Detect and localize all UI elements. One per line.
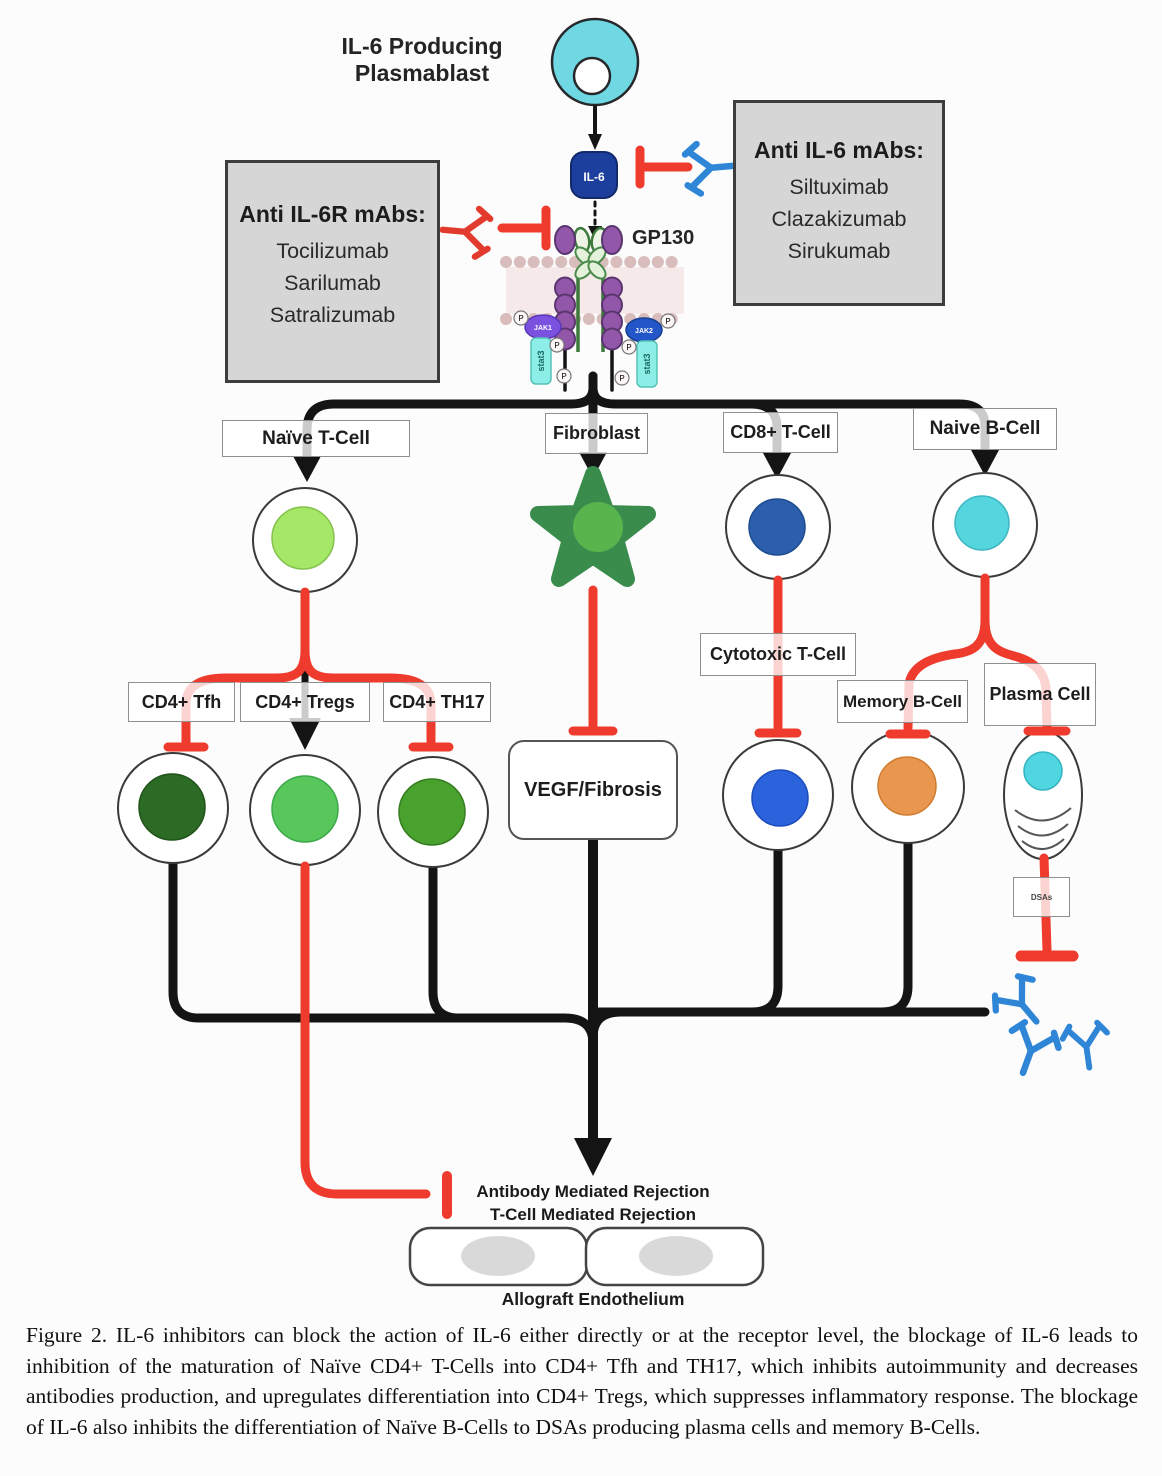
jak2-label: JAK2 (635, 328, 653, 335)
gp130-receptor-complex (506, 226, 684, 390)
antibody-mediated-rejection: Antibody Mediated Rejection (476, 1182, 710, 1201)
stat3-right-label: stat3 (642, 353, 652, 375)
plasma-cell (1004, 731, 1082, 859)
naive-b-cell (933, 473, 1037, 577)
diagram-title: IL-6 Producing Plasmablast (341, 33, 503, 86)
label-cd8-t-cell: CD8+ T-Cell (723, 412, 838, 453)
blue-antibody-icon (1000, 1019, 1063, 1081)
label-cd4-tfh: CD4+ Tfh (128, 682, 235, 722)
label-naive-b-cell: Naive B-Cell (913, 408, 1057, 450)
rejection-outcome (396, 1181, 790, 1227)
label-naive-t-cell: Naïve T-Cell (222, 420, 410, 457)
label-fibroblast: Fibroblast (545, 413, 648, 454)
red-antibody-icon (441, 206, 492, 258)
label-cd4-th17: CD4+ TH17 (383, 682, 491, 722)
drug-sirukumab: Sirukumab (787, 239, 891, 263)
anti-il6r-mabs-box (225, 160, 440, 383)
svg-text:P: P (665, 317, 671, 326)
label-dsas: DSAs (1013, 877, 1070, 917)
memory-b-cell (852, 731, 964, 843)
arrowhead (588, 134, 602, 150)
blue-antibody-icon (1061, 1021, 1111, 1070)
drug-siltuximab: Siltuximab (789, 175, 889, 199)
anti-il6-inhibition-bar (640, 150, 688, 184)
drug-tocilizumab: Tocilizumab (276, 239, 389, 263)
label-cd4-tregs: CD4+ Tregs (240, 682, 370, 722)
drug-clazakizumab: Clazakizumab (771, 207, 907, 231)
svg-text:P: P (554, 341, 560, 350)
drug-satralizumab: Satralizumab (269, 303, 396, 327)
gp130-label: GP130 (632, 227, 695, 249)
svg-text:P: P (619, 374, 625, 383)
stat3-left-label: stat3 (536, 350, 546, 372)
drug-sarilumab: Sarilumab (284, 271, 381, 295)
figure-caption: Figure 2. IL-6 inhibitors can block the action of IL-6 either directly or at the receptor level, the blockage of IL-6 leads to inhibition of the maturation of Naïve CD4+ T-Cells into CD4+ Tfh and TH17, which inhibits autoimmunity and decreases antibodies production, and upregulates differentiation into CD4+ Tregs, which suppresses inflammatory response. The blockage of IL-6 also inhibits the differentiation of Naïve B-Cells to DSAs producing plasma cells and memory B-Cells. (26, 1323, 1138, 1439)
cd8-t-cell (726, 475, 830, 579)
label-plasma-cell: Plasma Cell (984, 663, 1096, 726)
il6-molecule (571, 152, 617, 198)
jak1-label: JAK1 (534, 325, 552, 332)
allograft-endothelium-cells (410, 1228, 763, 1285)
cd4-tfh-cell (118, 753, 228, 863)
cytotoxic-t-cell (723, 740, 833, 850)
cd4-tregs-cell (250, 755, 360, 865)
label-memory-b-cell: Memory B-Cell (837, 680, 968, 723)
vegf-fibrosis-box: VEGF/Fibrosis (508, 740, 678, 840)
dsa-antibodies (988, 970, 1111, 1081)
label-cytotoxic-t-cell: Cytotoxic T-Cell (700, 633, 856, 676)
anti-il6-mabs-box (733, 100, 945, 306)
cd4-th17-cell (378, 757, 488, 867)
il6-label: IL-6 (583, 170, 605, 184)
svg-text:P: P (518, 314, 524, 323)
svg-text:P: P (626, 343, 632, 352)
anti-il6r-inhibition-bar (502, 210, 546, 246)
fibroblast-cell (538, 474, 648, 579)
naive-t-cell (253, 488, 357, 592)
allograft-endothelium-label: Allograft Endothelium (501, 1289, 685, 1309)
anti-il6r-title: Anti IL-6R mAbs: (239, 201, 426, 227)
svg-text:P: P (561, 372, 567, 381)
t-cell-mediated-rejection: T-Cell Mediated Rejection (490, 1204, 696, 1224)
anti-il6-title: Anti IL-6 mAbs: (754, 137, 924, 163)
